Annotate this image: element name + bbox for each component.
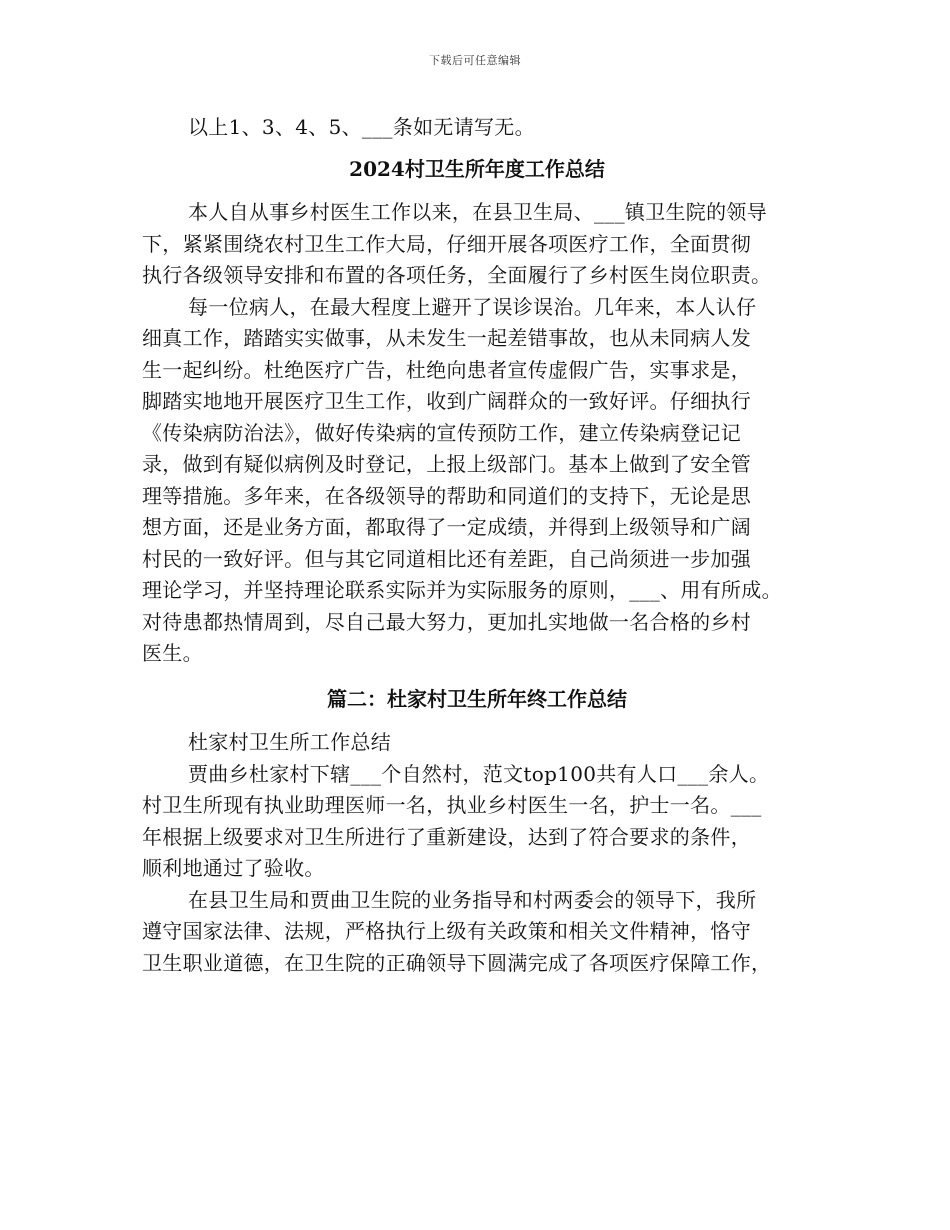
text-line: 生一起纠纷。杜绝医疗广告，杜绝向患者宣传虚假广告，实事求是， [142, 357, 751, 382]
text-line: 理论学习，并坚持理论联系实际并为实际服务的原则，___、用有所成。 [142, 578, 782, 602]
intro-line: 以上1、3、4、5、___条如无请写无。 [188, 115, 535, 139]
text-line: 录，做到有疑似病例及时登记，上报上级部门。基本上做到了安全管 [142, 452, 751, 476]
text-line: 年根据上级要求对卫生所进行了重新建设，达到了符合要求的条件， [142, 824, 751, 849]
text-line: 对待患都热情周到，尽自己最大努力，更加扎实地做一名合格的乡村 [142, 609, 751, 634]
text-line: 下，紧紧围绕农村卫生工作大局，仔细开展各项医疗工作，全面贯彻 [142, 231, 751, 256]
text-line: 在县卫生局和贾曲卫生院的业务指导和村两委会的领导下，我所 [188, 887, 757, 912]
text-line: 脚踏实地地开展医疗卫生工作，收到广阔群众的一致好评。仔细执行 [142, 389, 751, 413]
text-line: 每一位病人，在最大程度上避开了误诊误治。几年来，本人认仔 [188, 294, 757, 319]
text-line: 卫生职业道德，在卫生院的正确领导下圆满完成了各项医疗保障工作， [142, 950, 772, 975]
section1-paragraph1 [142, 197, 812, 292]
text-line: 顺利地通过了验收。 [142, 856, 325, 880]
text-line: 《传染病防治法》，做好传染病的宣传预防工作，建立传染病登记记 [142, 420, 741, 445]
section2-paragraph2 [142, 885, 812, 980]
section2-paragraph1 [142, 759, 812, 885]
text-line: 村卫生所现有执业助理医师一名，执业乡村医生一名，护士一名。___ [142, 793, 762, 817]
text-line: 医生。 [142, 641, 203, 665]
text-line: 理等措施。多年来，在各级领导的帮助和同道们的支持下，无论是思 [142, 483, 751, 508]
text-line: 遵守国家法律、法规，严格执行上级有关政策和相关文件精神，恪守 [142, 919, 751, 943]
text-line: 贾曲乡杜家村下辖___个自然村，范文top100共有人口___余人。 [188, 761, 770, 786]
section2-subtitle: 杜家村卫生所工作总结 [188, 730, 391, 754]
text-line: 本人自从事乡村医生工作以来，在县卫生局、___镇卫生院的领导 [188, 200, 767, 224]
document-body [142, 112, 812, 979]
page-header: 下载后可任意编辑 [429, 54, 521, 67]
text-line: 村民的一致好评。但与其它同道相比还有差距，自己尚须进一步加强 [142, 546, 751, 571]
text-line: 执行各级领导安排和布置的各项任务，全面履行了乡村医生岗位职责。 [142, 263, 772, 287]
text-line: 想方面，还是业务方面，都取得了一定成绩，并得到上级领导和广阔 [142, 515, 751, 539]
section1-title: 2024村卫生所年度工作总结 [349, 156, 605, 181]
section2-title: 篇二：杜家村卫生所年终工作总结 [327, 686, 627, 711]
section1-paragraph2 [142, 292, 812, 670]
text-line: 细真工作，踏踏实实做事，从未发生一起差错事故，也从未同病人发 [142, 326, 751, 350]
